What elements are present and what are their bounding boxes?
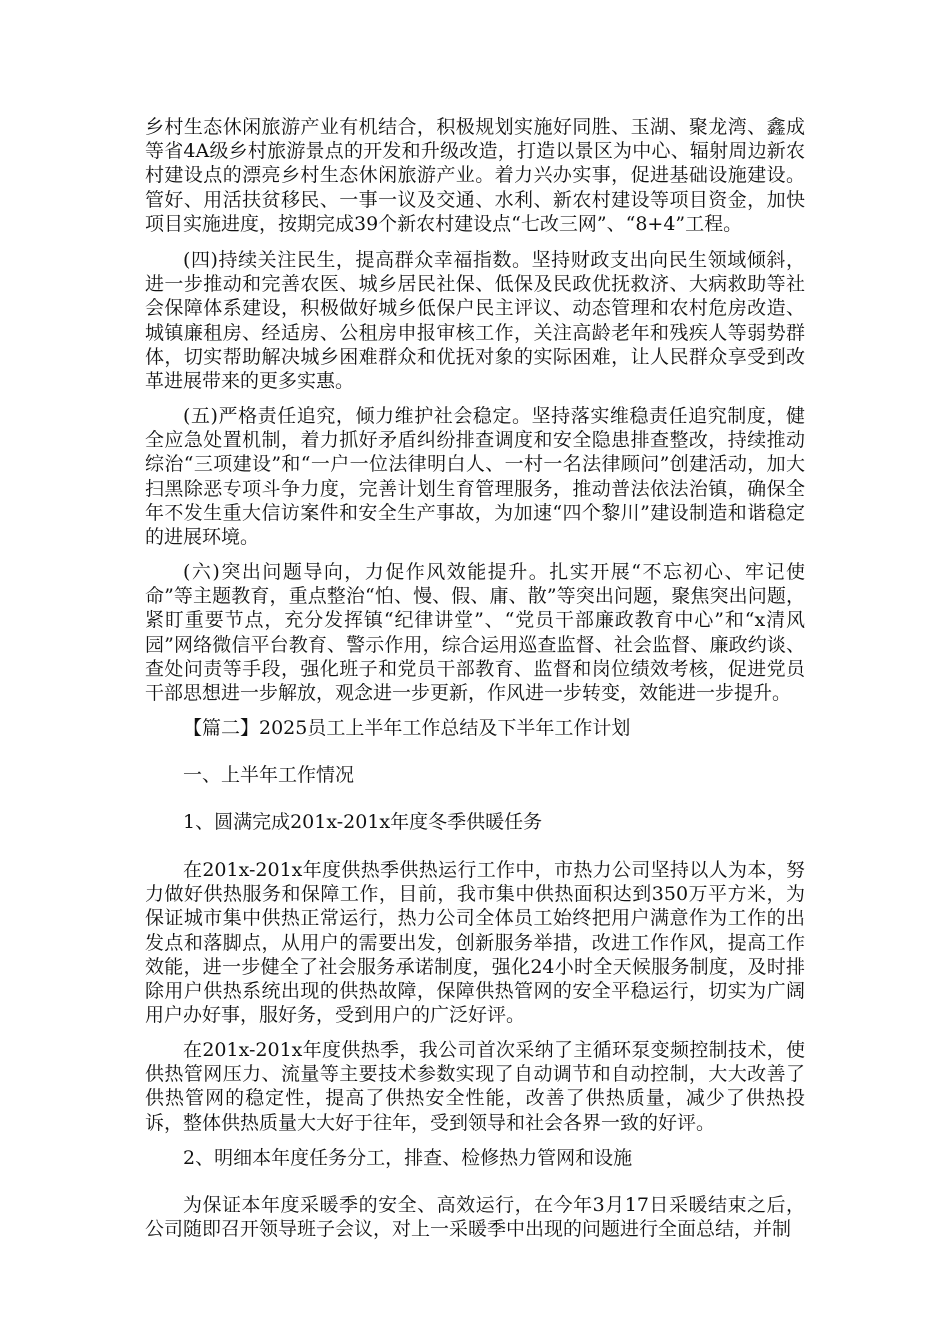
paragraph-heating-operation: 在201x-201x年度供热季供热运行工作中，市热力公司坚持以人为本，努力做好供热服务和保障工作，目前，我市集中供热面积达到350万平方米，为保证城市集中供热正常运行，热力公司全体员工始终把用户满意作为工作的出发点和落脚点，从用户的需要出发，创新服务举措，改进工作作风，提高工作效能，进一步健全了社会服务承诺制度，强化24小时全天候服务制度，及时排除用户供热系统出现的供热故障，保障供热管网的安全平稳运行，切实为广阔用户办好事，服好务，受到用户的广泛好评。 [145,859,805,1027]
paragraph-rural-tourism: 乡村生态休闲旅游产业有机结合，积极规划实施好同胜、玉湖、聚龙湾、鑫成等省4A级乡村旅游景点的开发和升级改造，打造以景区为中心、辐射周边新农村建设点的漂亮乡村生态休闲旅游产业。着力兴办实事，促进基础设施建设。管好、用活扶贫移民、一事一议及交通、水利、新农村建设等项目资金，加快项目实施进度，按期完成39个新农村建设点“七改三网”、“8+4”工程。 [145,116,805,235]
subheading-heating-task: 1、圆满完成201x-201x年度冬季供暖任务 [183,811,543,833]
paragraph-maintenance: 为保证本年度采暖季的安全、高效运行，在今年3月17日采暖结束之后，公司随即召开领导班子会议，对上一采暖季中出现的问题进行全面总结，并制 [145,1194,805,1241]
article-two-title: 【篇二】2025员工上半年工作总结及下半年工作计划 [183,717,631,739]
subheading-task-division: 2、明细本年度任务分工，排查、检修热力管网和设施 [183,1147,633,1169]
paragraph-variable-frequency: 在201x-201x年度供热季，我公司首次采纳了主循环泵变频控制技术，使供热管网压力、流量等主要技术参数实现了自动调节和自动控制，大大改善了供热管网的稳定性，提高了供热安全性能，改善了供热质量，减少了供热投诉，整体供热质量大大好于往年，受到领导和社会各界一致的好评。 [145,1039,805,1134]
section-heading-first-half: 一、上半年工作情况 [183,764,355,786]
paragraph-section-four: (四)持续关注民生，提高群众幸福指数。坚持财政支出向民生领域倾斜，进一步推动和完善农医、城乡居民社保、低保及民政优抚救济、大病救助等社会保障体系建设，积极做好城乡低保户民主评议、动态管理和农村危房改造、城镇廉租房、经适房、公租房申报审核工作，关注高龄老年和残疾人等弱势群体，切实帮助解决城乡困难群众和优抚对象的实际困难，让人民群众享受到改革进展带来的更多实惠。 [145,249,805,393]
paragraph-section-five: (五)严格责任追究，倾力维护社会稳定。坚持落实维稳责任追究制度，健全应急处置机制，着力抓好矛盾纠纷排查调度和安全隐患排查整改，持续推动综治“三项建设”和“一户一位法律明白人、一村一名法律顾问”创建活动，加大扫黑除恶专项斗争力度，完善计划生育管理服务，推动普法依法治镇，确保全年不发生重大信访案件和安全生产事故，为加速“四个黎川”建设制造和谐稳定的进展环境。 [145,405,805,549]
paragraph-section-six: (六)突出问题导向，力促作风效能提升。扎实开展“不忘初心、牢记使命”等主题教育，重点整治“怕、慢、假、庸、散”等突出问题，聚焦突出问题，紧盯重要节点，充分发挥镇“纪律讲堂”、“党员干部廉政教育中心”和“x清风园”网络微信平台教育、警示作用，综合运用巡查监督、社会监督、廉政约谈、查处问责等手段，强化班子和党员干部教育、监督和岗位绩效考核，促进党员干部思想进一步解放，观念进一步更新，作风进一步转变，效能进一步提升。 [145,561,805,705]
